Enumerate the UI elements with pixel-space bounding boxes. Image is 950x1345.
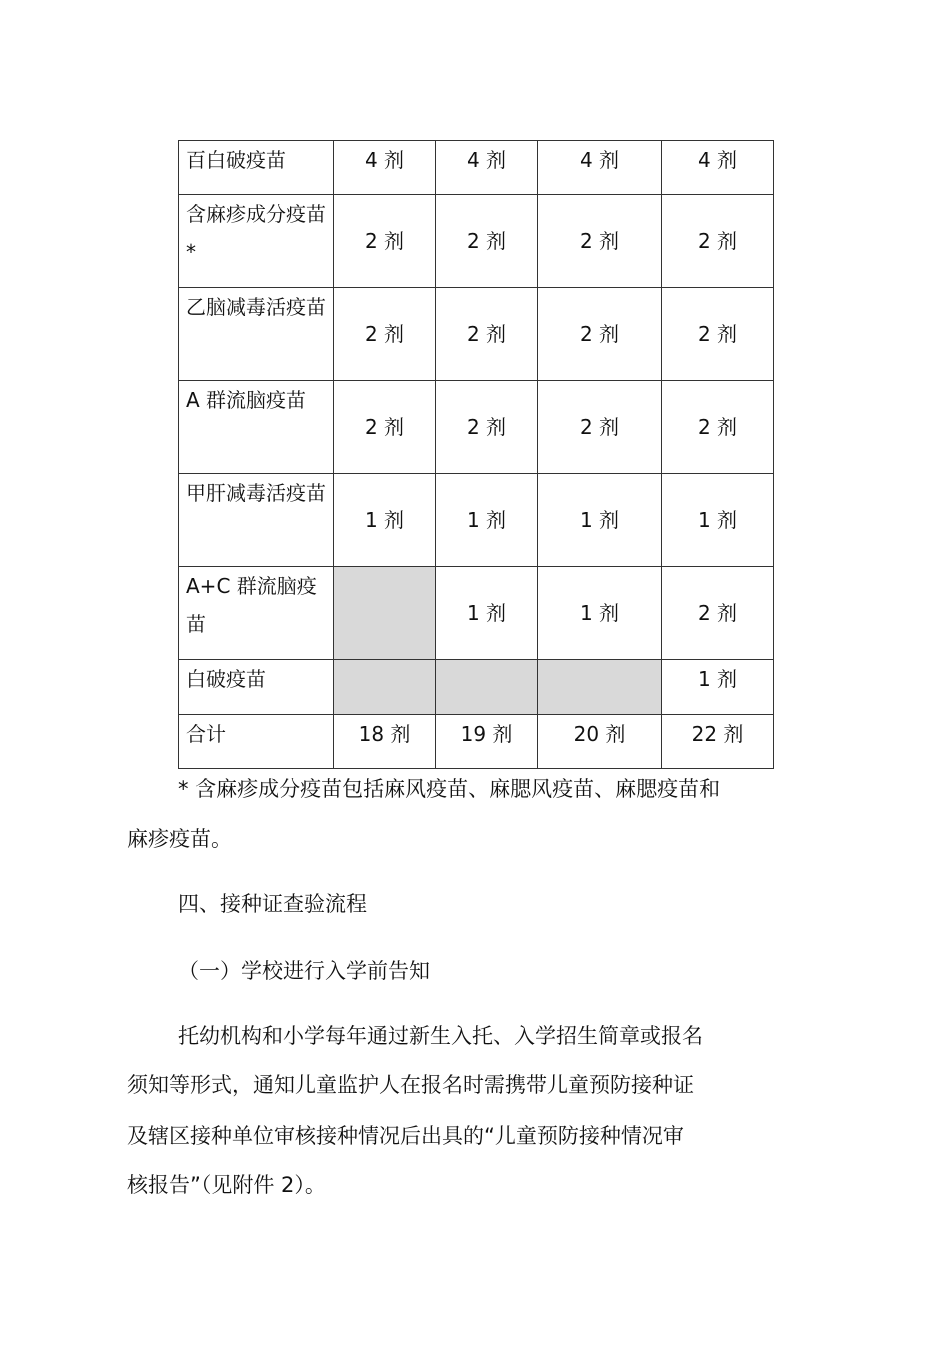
paragraph-line-1: 托幼机构和小学每年通过新生入托、入学招生简章或报名 [178, 1024, 703, 1048]
dose-cell: 2 剂 [538, 381, 662, 474]
dose-cell: 2 剂 [436, 381, 538, 474]
table-row [179, 474, 774, 567]
dose-cell: 1 剂 [334, 474, 436, 567]
dose-cell: 4 剂 [436, 141, 538, 195]
shaded-empty-cell [538, 660, 662, 715]
subsection-heading: （一）学校进行入学前告知 [178, 959, 430, 983]
table-row [179, 660, 774, 715]
dose-cell: 2 剂 [662, 288, 774, 381]
table-row-total [179, 715, 774, 769]
table-row [179, 195, 774, 288]
vaccine-name: 含麻疹成分疫苗 * [179, 195, 334, 288]
dose-cell: 4 剂 [662, 141, 774, 195]
dose-cell: 2 剂 [662, 567, 774, 660]
dose-cell: 2 剂 [436, 195, 538, 288]
dose-cell: 4 剂 [538, 141, 662, 195]
table-row [179, 567, 774, 660]
dose-cell: 1 剂 [538, 474, 662, 567]
dose-cell: 2 剂 [334, 195, 436, 288]
section-heading: 四、接种证查验流程 [178, 892, 367, 916]
vaccine-name: 百白破疫苗 [179, 141, 334, 195]
vaccine-name: 白破疫苗 [179, 660, 334, 715]
total-cell: 22 剂 [662, 715, 774, 769]
dose-cell: 1 剂 [436, 474, 538, 567]
dose-cell: 2 剂 [436, 288, 538, 381]
dose-cell: 2 剂 [662, 381, 774, 474]
vaccine-name: A 群流脑疫苗 [179, 381, 334, 474]
vaccine-name: 甲肝减毒活疫苗 [179, 474, 334, 567]
table-row [179, 141, 774, 195]
dose-cell: 2 剂 [334, 381, 436, 474]
table-row [179, 381, 774, 474]
shaded-empty-cell [436, 660, 538, 715]
vaccine-name: A+C 群流脑疫苗 [179, 567, 334, 660]
dose-cell: 1 剂 [662, 474, 774, 567]
footnote-line-2: 麻疹疫苗。 [127, 827, 232, 851]
vaccine-dose-table [178, 140, 774, 769]
dose-cell: 2 剂 [538, 288, 662, 381]
dose-cell: 4 剂 [334, 141, 436, 195]
footnote-line-1: * 含麻疹成分疫苗包括麻风疫苗、麻腮风疫苗、麻腮疫苗和 [178, 777, 721, 801]
vaccine-name: 乙脑减毒活疫苗 [179, 288, 334, 381]
table-row [179, 288, 774, 381]
dose-cell: 1 剂 [662, 660, 774, 715]
dose-cell: 2 剂 [662, 195, 774, 288]
total-label: 合计 [179, 715, 334, 769]
total-cell: 18 剂 [334, 715, 436, 769]
paragraph-line-3: 及辖区接种单位审核接种情况后出具的“儿童预防接种情况审 [127, 1124, 684, 1148]
dose-cell: 2 剂 [334, 288, 436, 381]
total-cell: 20 剂 [538, 715, 662, 769]
shaded-empty-cell [334, 660, 436, 715]
shaded-empty-cell [334, 567, 436, 660]
dose-cell: 2 剂 [538, 195, 662, 288]
paragraph-line-4: 核报告”（见附件 2）。 [127, 1173, 326, 1197]
paragraph-line-2: 须知等形式，通知儿童监护人在报名时需携带儿童预防接种证 [127, 1073, 694, 1097]
dose-cell: 1 剂 [436, 567, 538, 660]
dose-cell: 1 剂 [538, 567, 662, 660]
total-cell: 19 剂 [436, 715, 538, 769]
